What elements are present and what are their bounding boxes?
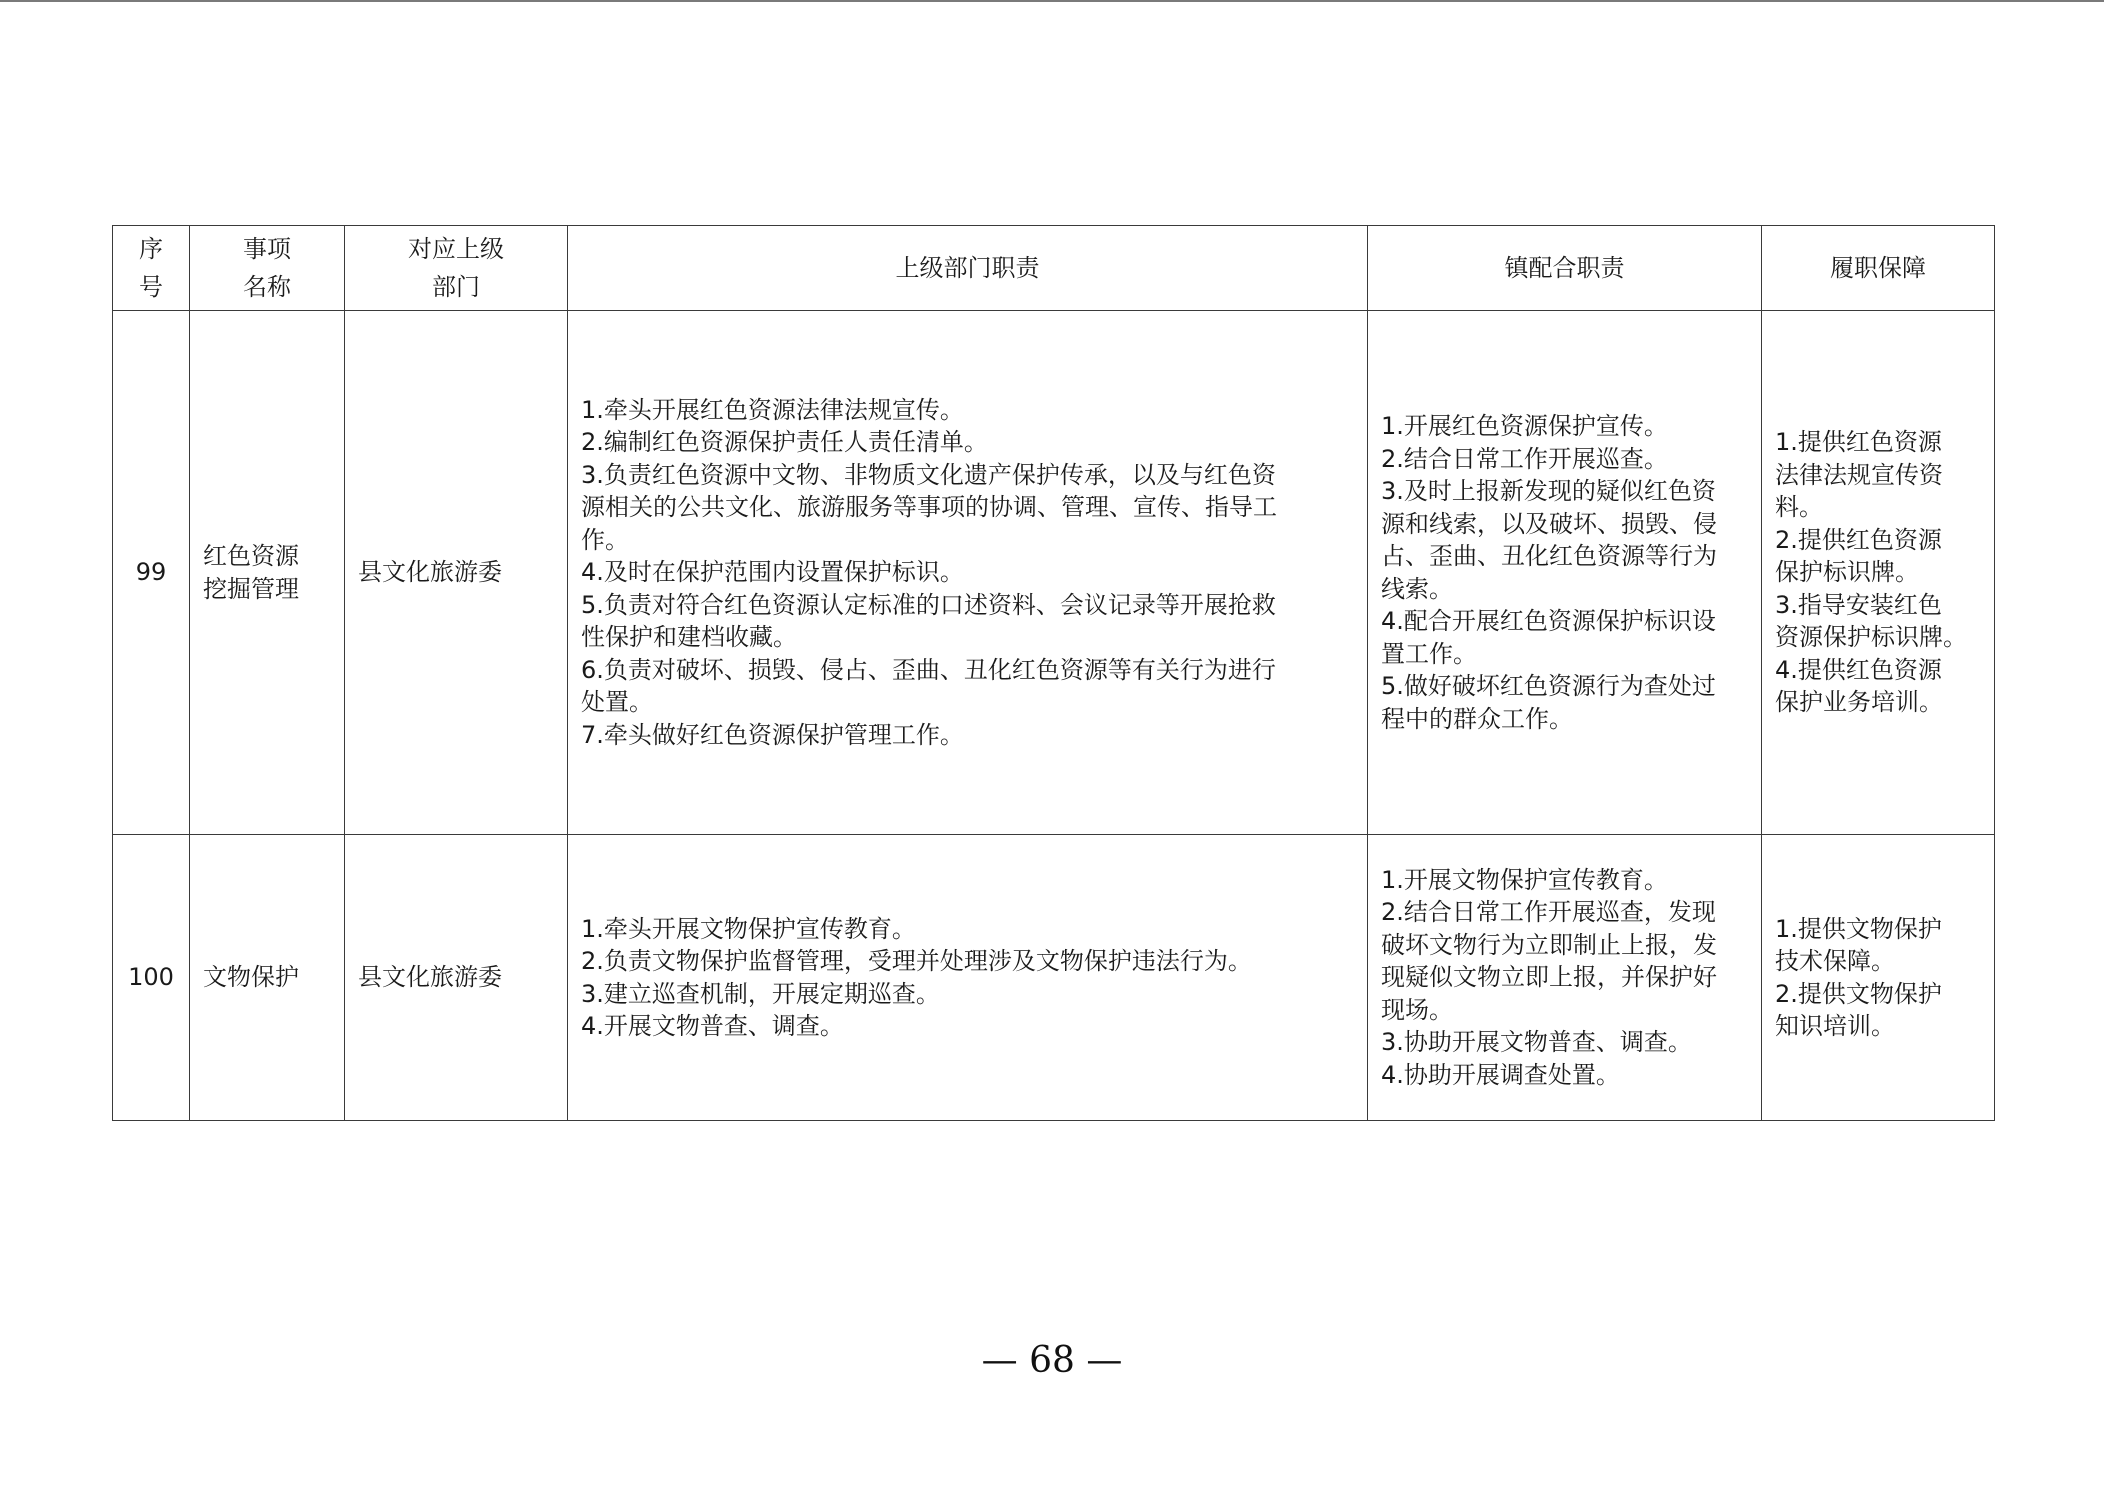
- row-town-duties: 1.开展红色资源保护宣传。 2.结合日常工作开展巡查。 3.及时上报新发现的疑似红色资 源和线索，以及破坏、损毁、侵 占、歪曲、丑化红色资源等行为 线索。 4.配合开展红色资源保护标识设 置工作。 5.做好破坏红色资源行为查处过 程中的群众工作。: [1368, 311, 1762, 835]
- row-upper-duties: 1.牵头开展文物保护宣传教育。 2.负责文物保护监督管理，受理并处理涉及文物保护违法行为。 3.建立巡查机制，开展定期巡查。 4.开展文物普查、调查。: [568, 835, 1368, 1121]
- header-upper-duties: 上级部门职责: [568, 226, 1368, 311]
- header-town-duties: 镇配合职责: [1368, 226, 1762, 311]
- header-row: [113, 226, 1995, 311]
- page-number: — 68 —: [981, 1340, 1123, 1381]
- row-town-duties: 1.开展文物保护宣传教育。 2.结合日常工作开展巡查，发现 破坏文物行为立即制止上报，发 现疑似文物立即上报，并保护好 现场。 3.协助开展文物普查、调查。 4.协助开展调查处置。: [1368, 835, 1762, 1121]
- row-support: 1.提供文物保护 技术保障。 2.提供文物保护 知识培训。: [1762, 835, 1995, 1121]
- header-seq: 序 号: [113, 226, 190, 311]
- top-border-line: [0, 0, 2104, 2]
- row-seq: 99: [113, 311, 190, 835]
- table-row: [113, 311, 1995, 835]
- duty-table: [112, 225, 1995, 1121]
- row-upper-duties: 1.牵头开展红色资源法律法规宣传。 2.编制红色资源保护责任人责任清单。 3.负责红色资源中文物、非物质文化遗产保护传承，以及与红色资 源相关的公共文化、旅游服务等事项的协调、管理、宣传、指导工 作。 4.及时在保护范围内设置保护标识。 5.负责对符合红色资源认定标准的口述资料、会议记录等开展抢救 性保护和建档收藏。 6.负责对破坏、损毁、侵占、歪曲、丑化红色资源等有关行为进行 处置。 7.牵头做好红色资源保护管理工作。: [568, 311, 1368, 835]
- row-item-name: 文物保护: [190, 835, 345, 1121]
- header-department: 对应上级 部门: [345, 226, 568, 311]
- row-seq: 100: [113, 835, 190, 1121]
- header-support: 履职保障: [1762, 226, 1995, 311]
- row-item-name: 红色资源 挖掘管理: [190, 311, 345, 835]
- row-support: 1.提供红色资源 法律法规宣传资 料。 2.提供红色资源 保护标识牌。 3.指导安装红色 资源保护标识牌。 4.提供红色资源 保护业务培训。: [1762, 311, 1995, 835]
- table-row: [113, 835, 1995, 1121]
- row-department: 县文化旅游委: [345, 835, 568, 1121]
- row-department: 县文化旅游委: [345, 311, 568, 835]
- header-item-name: 事项 名称: [190, 226, 345, 311]
